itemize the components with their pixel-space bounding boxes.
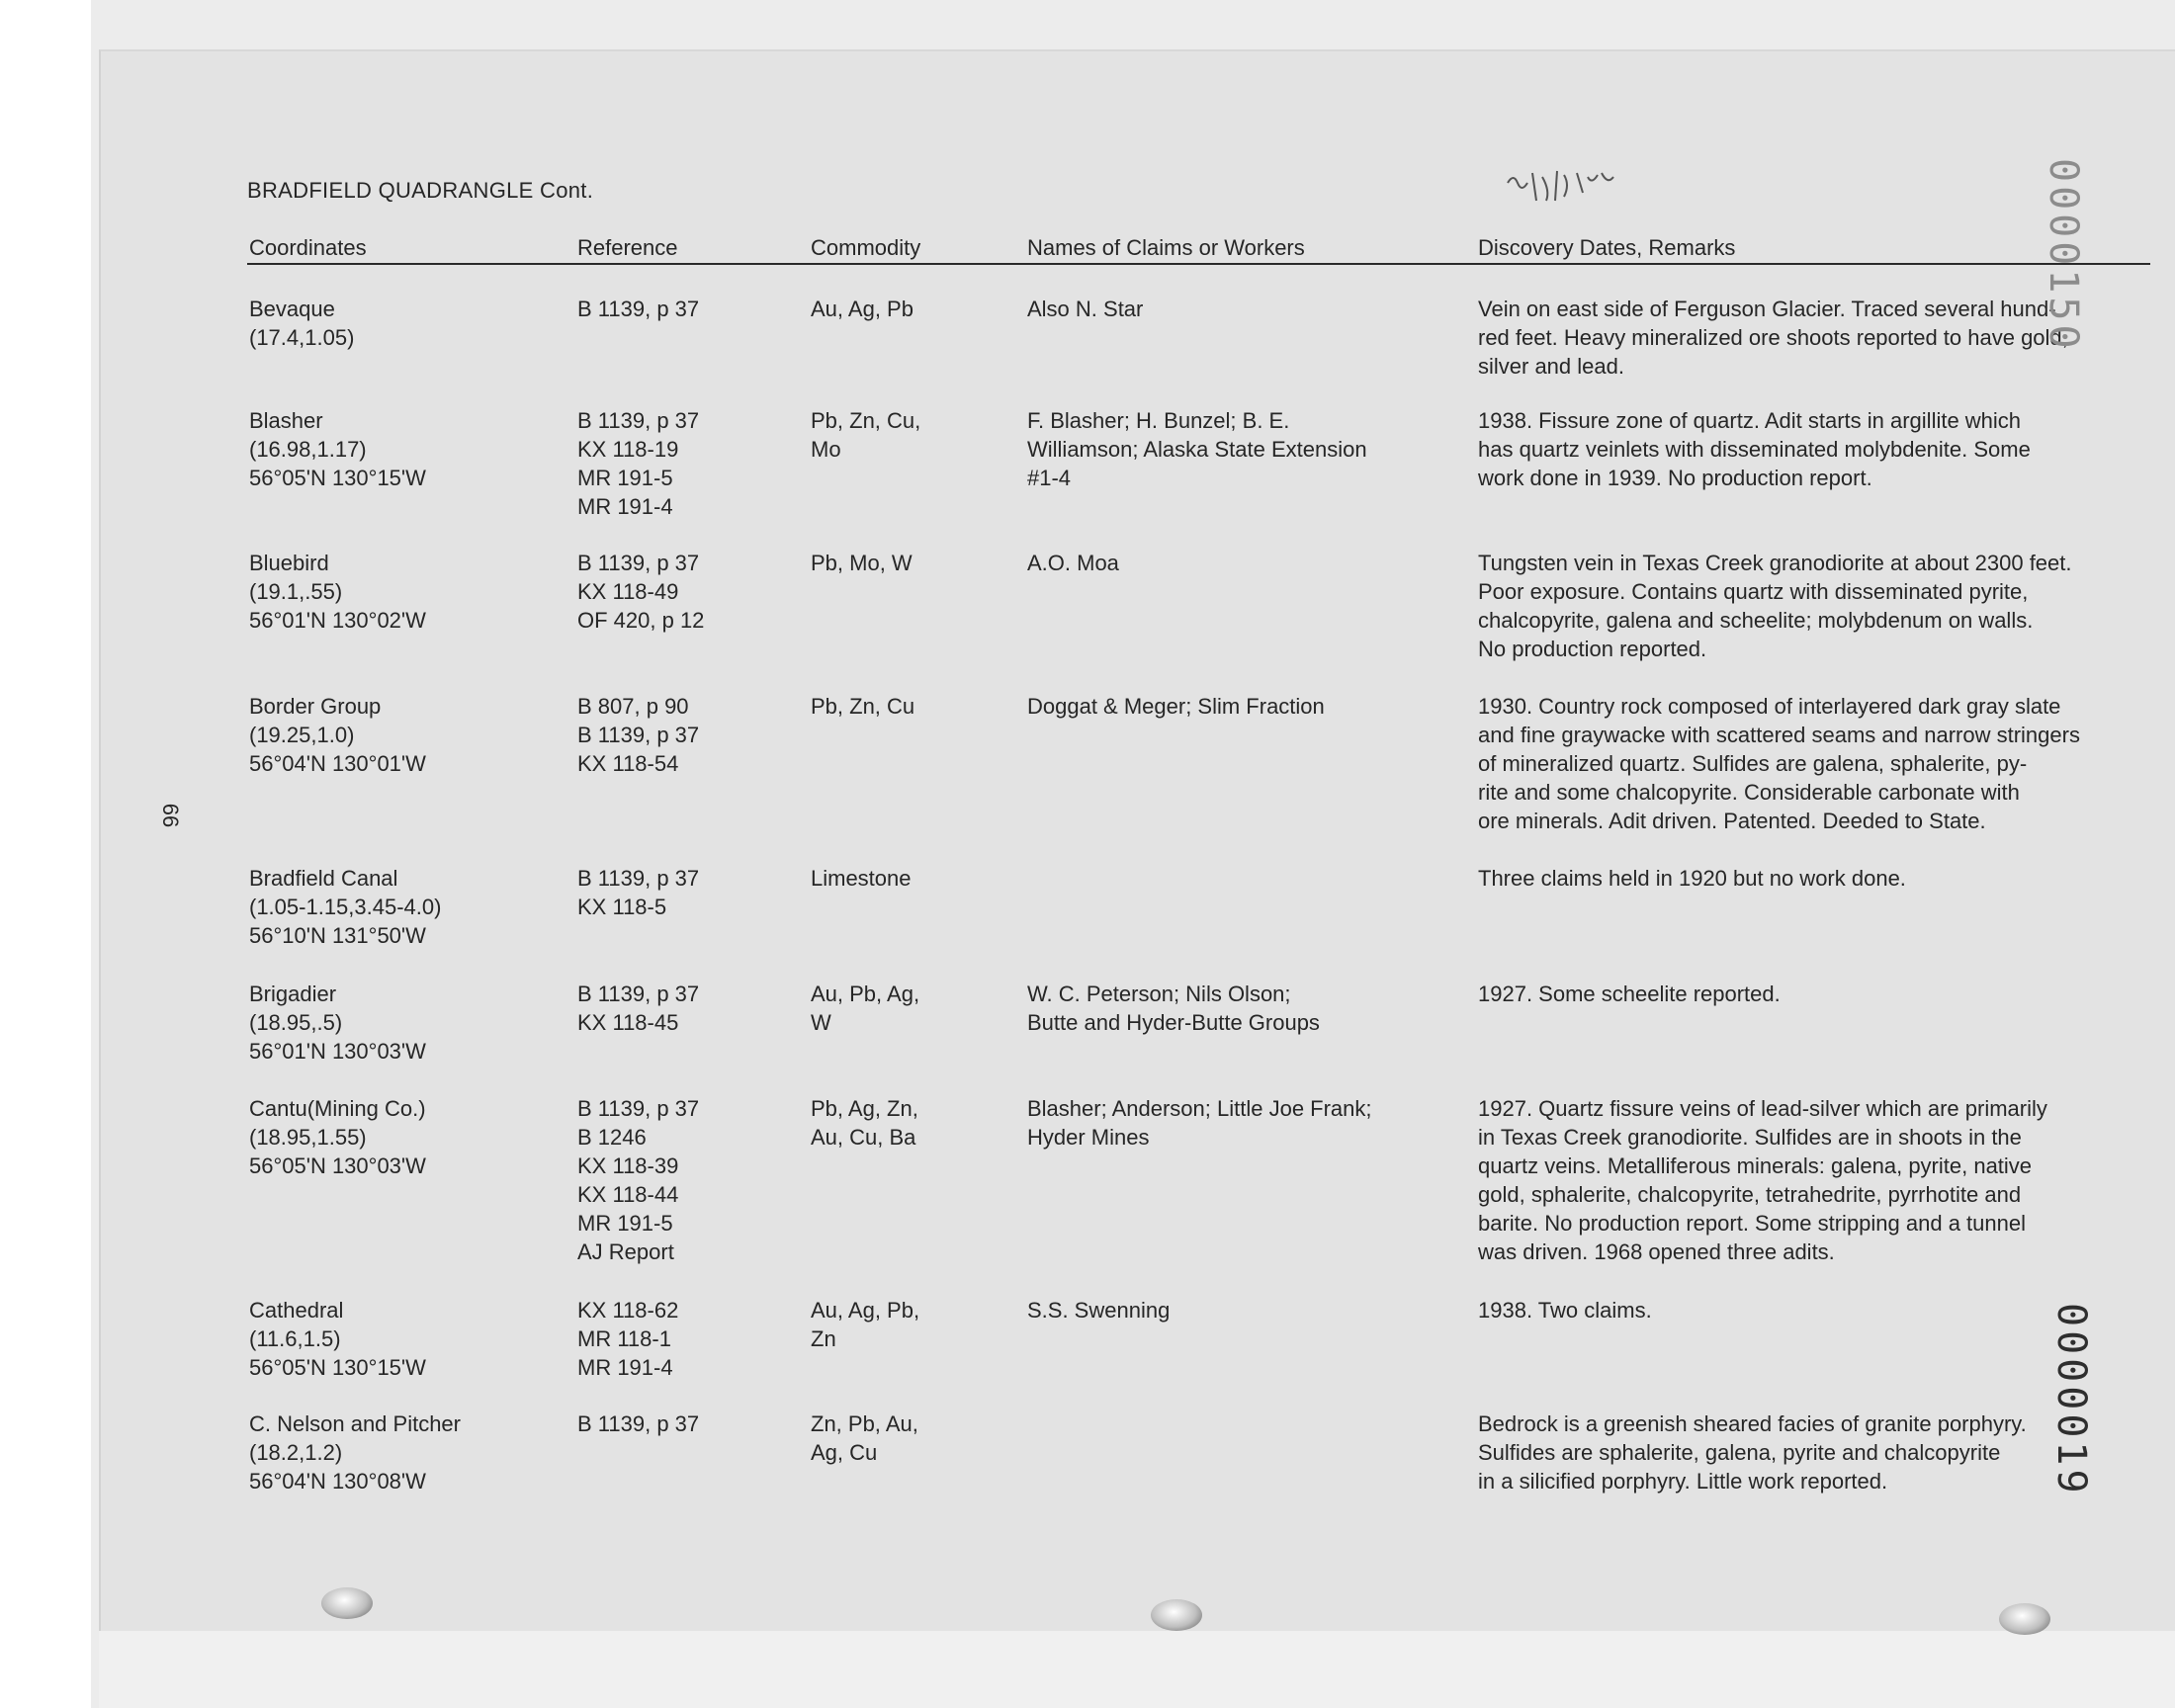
coordinates-line: (18.2,1.2) (249, 1440, 343, 1465)
commodity-line: W (811, 1010, 831, 1035)
commodity-cell (811, 1409, 989, 1467)
coordinates-line: (19.1,.55) (249, 579, 343, 604)
remarks-line: quartz veins. Metalliferous minerals: galena, pyrite, native (1478, 1153, 2033, 1178)
coordinates-line: Blasher (249, 408, 323, 433)
coordinates-line: Bluebird (249, 551, 329, 575)
names-line: Blasher; Anderson; Little Joe Frank; (1027, 1096, 1372, 1121)
commodity-cell (811, 406, 989, 464)
remarks-cell (1478, 692, 2150, 835)
names-cell (1027, 295, 1423, 323)
names-cell (1027, 1296, 1423, 1324)
commodity-cell (811, 549, 989, 577)
coordinates-line: 56°01'N 130°03'W (249, 1039, 426, 1064)
names-line: Hyder Mines (1027, 1125, 1150, 1150)
coordinates-line: Bradfield Canal (249, 866, 398, 891)
commodity-line: Au, Ag, Pb (811, 297, 914, 321)
coordinates-line: (16.98,1.17) (249, 437, 367, 462)
reference-line: KX 118-45 (577, 1010, 679, 1035)
coordinates-line: 56°05'N 130°15'W (249, 466, 426, 490)
reference-line: MR 191-5 (577, 466, 673, 490)
reference-line: KX 118-54 (577, 751, 679, 776)
reference-line: KX 118-62 (577, 1298, 679, 1323)
remarks-line: chalcopyrite, galena and scheelite; molybdenum on walls. (1478, 608, 2034, 633)
names-line: A.O. Moa (1027, 551, 1119, 575)
reference-line: B 1139, p 37 (577, 408, 700, 433)
reference-line: KX 118-5 (577, 895, 667, 919)
coordinates-line: 56°04'N 130°01'W (249, 751, 426, 776)
names-cell (1027, 980, 1423, 1037)
handwritten-mark (1503, 163, 1631, 213)
remarks-line: Three claims held in 1920 but no work done. (1478, 866, 1906, 891)
coordinates-line: (18.95,1.55) (249, 1125, 367, 1150)
remarks-line: Poor exposure. Contains quartz with disseminated pyrite, (1478, 579, 2029, 604)
punch-hole-center (1151, 1599, 1202, 1631)
names-line: Butte and Hyder-Butte Groups (1027, 1010, 1320, 1035)
commodity-cell (811, 692, 989, 721)
commodity-line: Zn (811, 1326, 836, 1351)
remarks-line: has quartz veinlets with disseminated molybdenite. Some (1478, 437, 2031, 462)
commodity-cell (811, 295, 989, 323)
names-line: Doggat & Meger; Slim Fraction (1027, 694, 1325, 719)
coordinates-line: 56°04'N 130°08'W (249, 1469, 426, 1494)
microfilm-stamp-bottom: 0000019 (2048, 1303, 2094, 1497)
reference-cell (577, 1296, 795, 1382)
commodity-line: Mo (811, 437, 841, 462)
column-header-commodity: Commodity (811, 235, 921, 260)
reference-line: B 1139, p 37 (577, 866, 700, 891)
scan-bottom-margin (99, 1631, 2175, 1708)
remarks-line: work done in 1939. No production report. (1478, 466, 1872, 490)
coordinates-cell (249, 692, 546, 778)
commodity-cell (811, 980, 989, 1037)
reference-line: B 1139, p 37 (577, 723, 700, 747)
remarks-line: rite and some chalcopyrite. Considerable carbonate with (1478, 780, 2020, 805)
remarks-line: was driven. 1968 opened three adits. (1478, 1239, 1835, 1264)
reference-line: OF 420, p 12 (577, 608, 705, 633)
coordinates-cell (249, 1094, 546, 1180)
reference-line: KX 118-44 (577, 1182, 679, 1207)
coordinates-line: (17.4,1.05) (249, 325, 355, 350)
remarks-line: in Texas Creek granodiorite. Sulfides are in shoots in the (1478, 1125, 2022, 1150)
remarks-line: Tungsten vein in Texas Creek granodiorite at about 2300 feet. (1478, 551, 2072, 575)
column-header-remarks: Discovery Dates, Remarks (1478, 235, 1736, 260)
commodity-line: Au, Cu, Ba (811, 1125, 916, 1150)
remarks-line: 1938. Two claims. (1478, 1298, 1652, 1323)
commodity-line: Au, Pb, Ag, (811, 982, 920, 1006)
remarks-line: in a silicified porphyry. Little work reported. (1478, 1469, 1888, 1494)
reference-line: MR 118-1 (577, 1326, 671, 1351)
commodity-line: Pb, Zn, Cu, (811, 408, 921, 433)
coordinates-line: 56°05'N 130°03'W (249, 1153, 426, 1178)
punch-hole-right (1999, 1603, 2050, 1635)
coordinates-line: (19.25,1.0) (249, 723, 355, 747)
names-cell (1027, 1094, 1423, 1152)
commodity-line: Ag, Cu (811, 1440, 878, 1465)
column-header-names: Names of Claims or Workers (1027, 235, 1305, 260)
remarks-cell (1478, 1094, 2150, 1266)
document-title: BRADFIELD QUADRANGLE Cont. (247, 178, 594, 203)
reference-line: AJ Report (577, 1239, 674, 1264)
remarks-line: 1927. Some scheelite reported. (1478, 982, 1781, 1006)
names-line: W. C. Peterson; Nils Olson; (1027, 982, 1291, 1006)
names-line: F. Blasher; H. Bunzel; B. E. (1027, 408, 1290, 433)
remarks-cell (1478, 549, 2150, 663)
commodity-line: Au, Ag, Pb, (811, 1298, 920, 1323)
document-sheet (99, 49, 2175, 1633)
coordinates-line: C. Nelson and Pitcher (249, 1411, 461, 1436)
reference-line: KX 118-39 (577, 1153, 679, 1178)
coordinates-line: Cathedral (249, 1298, 344, 1323)
commodity-cell (811, 1094, 989, 1152)
remarks-line: 1930. Country rock composed of interlayered dark gray slate (1478, 694, 2061, 719)
punch-hole-left (321, 1587, 373, 1619)
column-header-coordinates: Coordinates (249, 235, 367, 260)
reference-line: B 807, p 90 (577, 694, 689, 719)
reference-line: MR 191-4 (577, 494, 673, 519)
coordinates-cell (249, 1296, 546, 1382)
coordinates-cell (249, 980, 546, 1066)
remarks-line: No production reported. (1478, 637, 1707, 661)
coordinates-line: (1.05-1.15,3.45-4.0) (249, 895, 442, 919)
reference-line: B 1139, p 37 (577, 1411, 700, 1436)
reference-cell (577, 1094, 795, 1266)
commodity-line: Pb, Mo, W (811, 551, 913, 575)
names-cell (1027, 549, 1423, 577)
coordinates-line: Cantu(Mining Co.) (249, 1096, 426, 1121)
reference-line: MR 191-4 (577, 1355, 673, 1380)
reference-line: MR 191-5 (577, 1211, 673, 1236)
reference-cell (577, 1409, 795, 1438)
coordinates-line: (18.95,.5) (249, 1010, 343, 1035)
names-cell (1027, 406, 1423, 492)
names-line: Williamson; Alaska State Extension (1027, 437, 1367, 462)
coordinates-line: (11.6,1.5) (249, 1326, 341, 1351)
remarks-cell (1478, 406, 2150, 492)
names-cell (1027, 692, 1423, 721)
reference-cell (577, 549, 795, 635)
scan-margin (0, 0, 91, 1708)
coordinates-cell (249, 406, 546, 492)
coordinates-cell (249, 864, 546, 950)
commodity-line: Pb, Ag, Zn, (811, 1096, 918, 1121)
coordinates-cell (249, 1409, 546, 1495)
reference-line: KX 118-49 (577, 579, 679, 604)
page-number: 66 (158, 803, 184, 828)
reference-cell (577, 864, 795, 921)
column-header-reference: Reference (577, 235, 678, 260)
reference-line: B 1139, p 37 (577, 551, 700, 575)
remarks-line: Sulfides are sphalerite, galena, pyrite and chalcopyrite (1478, 1440, 2001, 1465)
remarks-cell (1478, 980, 2150, 1008)
header-rule (247, 263, 2150, 265)
remarks-line: 1938. Fissure zone of quartz. Adit starts in argillite which (1478, 408, 2022, 433)
coordinates-line: 56°10'N 131°50'W (249, 923, 426, 948)
remarks-line: ore minerals. Adit driven. Patented. Deeded to State. (1478, 809, 1986, 833)
names-line: S.S. Swenning (1027, 1298, 1171, 1323)
reference-cell (577, 406, 795, 521)
commodity-cell (811, 1296, 989, 1353)
reference-line: B 1139, p 37 (577, 1096, 700, 1121)
reference-cell (577, 295, 795, 323)
reference-line: B 1139, p 37 (577, 982, 700, 1006)
coordinates-line: 56°01'N 130°02'W (249, 608, 426, 633)
remarks-line: Bedrock is a greenish sheared facies of granite porphyry. (1478, 1411, 2027, 1436)
coordinates-cell (249, 549, 546, 635)
remarks-line: Vein on east side of Ferguson Glacier. Traced several hund- (1478, 297, 2056, 321)
commodity-cell (811, 864, 989, 893)
commodity-line: Pb, Zn, Cu (811, 694, 915, 719)
remarks-line: red feet. Heavy mineralized ore shoots reported to have gold, (1478, 325, 2068, 350)
reference-line: B 1246 (577, 1125, 647, 1150)
reference-line: KX 118-19 (577, 437, 679, 462)
remarks-line: silver and lead. (1478, 354, 1624, 379)
commodity-line: Zn, Pb, Au, (811, 1411, 918, 1436)
remarks-line: 1927. Quartz fissure veins of lead-silver which are primarily (1478, 1096, 2047, 1121)
microfilm-stamp-top: 0000150 (2041, 158, 2086, 353)
remarks-line: and fine graywacke with scattered seams and narrow stringers (1478, 723, 2080, 747)
names-line: Also N. Star (1027, 297, 1144, 321)
reference-line: B 1139, p 37 (577, 297, 700, 321)
remarks-line: gold, sphalerite, chalcopyrite, tetrahedrite, pyrrhotite and (1478, 1182, 2022, 1207)
reference-cell (577, 980, 795, 1037)
coordinates-line: Border Group (249, 694, 382, 719)
reference-cell (577, 692, 795, 778)
coordinates-line: Brigadier (249, 982, 337, 1006)
names-line: #1-4 (1027, 466, 1072, 490)
remarks-line: barite. No production report. Some stripping and a tunnel (1478, 1211, 2026, 1236)
remarks-line: of mineralized quartz. Sulfides are galena, sphalerite, py- (1478, 751, 2028, 776)
coordinates-line: Bevaque (249, 297, 335, 321)
coordinates-line: 56°05'N 130°15'W (249, 1355, 426, 1380)
coordinates-cell (249, 295, 546, 352)
remarks-cell (1478, 864, 2150, 893)
commodity-line: Limestone (811, 866, 912, 891)
